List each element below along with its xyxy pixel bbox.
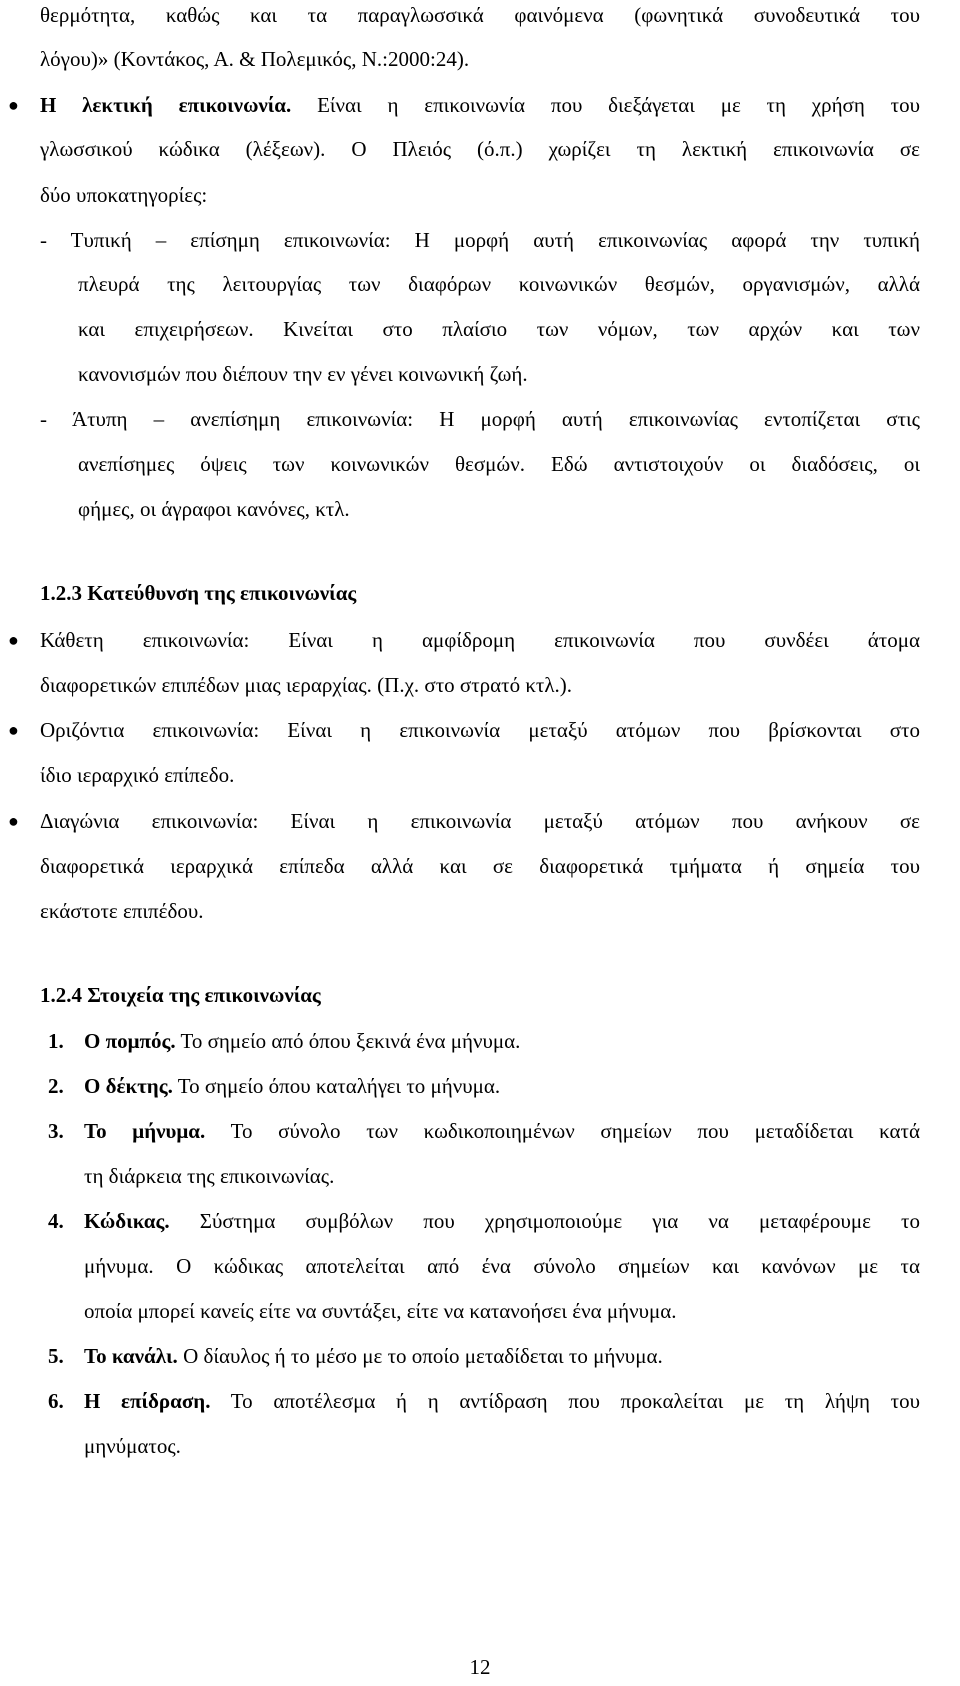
term-bold: Ο δέκτης.	[84, 1074, 173, 1098]
paragraph-line: κανονισμών που διέπουν την εν γένει κοινωνική ζωή.	[78, 362, 528, 386]
list-number: 4.	[48, 1209, 64, 1233]
list-item	[48, 1341, 920, 1371]
paragraph-line: τη διάρκεια της επικοινωνίας.	[84, 1164, 335, 1188]
paragraph-line: οποία μπορεί κανείς είτε να συντάξει, είτε να κατανοήσει ένα μήνυμα.	[84, 1299, 677, 1323]
line-text: Είναι η επικοινωνία που διεξάγεται με τη χρήση του	[291, 93, 920, 117]
list-item	[48, 1026, 920, 1056]
list-item	[48, 1206, 920, 1236]
page-number: 12	[469, 1655, 491, 1679]
paragraph-line: ίδιο ιεραρχικό επίπεδο.	[40, 763, 235, 787]
list-number: 2.	[48, 1074, 64, 1098]
paragraph-line: μηνύματος.	[84, 1434, 181, 1458]
line-text: Οριζόντια επικοινωνία: Είναι η επικοινωνία μεταξύ ατόμων που βρίσκονται στο	[40, 718, 920, 742]
term-bold: Ο πομπός.	[84, 1029, 176, 1053]
section-heading: 1.2.3 Κατεύθυνση της επικοινωνίας	[40, 581, 357, 605]
bullet-icon: ●	[8, 95, 19, 115]
list-item	[8, 625, 920, 655]
bullet-icon: ●	[8, 630, 19, 650]
list-item	[8, 806, 920, 836]
list-number: 3.	[48, 1119, 64, 1143]
paragraph-line: διαφορετικά ιεραρχικά επίπεδα αλλά και σε διαφορετικά τμήματα ή σημεία του	[40, 854, 920, 878]
paragraph-line: φήμες, οι άγραφοι κανόνες, κτλ.	[78, 497, 350, 521]
term-bold: Το μήνυμα.	[84, 1119, 206, 1143]
paragraph-line: πλευρά της λειτουργίας των διαφόρων κοινωνικών θεσμών, οργανισμών, αλλά	[78, 272, 920, 296]
dash-item-line: - Τυπική – επίσημη επικοινωνία: Η μορφή αυτή επικοινωνίας αφορά την τυπική	[40, 228, 920, 252]
term-bold: Η λεκτική επικοινωνία.	[40, 93, 292, 117]
line-text: Ο δίαυλος ή το μέσο με το οποίο μεταδίδεται το μήνυμα.	[177, 1344, 663, 1368]
paragraph-line: θερμότητα, καθώς και τα παραγλωσσικά φαινόμενα (φωνητικά συνοδευτικά του	[40, 3, 920, 27]
paragraph-line: δύο υποκατηγορίες:	[40, 183, 208, 207]
bullet-icon: ●	[8, 811, 19, 831]
line-text: Διαγώνια επικοινωνία: Είναι η επικοινωνία μεταξύ ατόμων που ανήκουν σε	[40, 809, 920, 833]
line-text: Το σημείο όπου καταλήγει το μήνυμα.	[172, 1074, 501, 1098]
paragraph-line: μήνυμα. Ο κώδικας αποτελείται από ένα σύνολο σημείων και κανόνων με τα	[84, 1254, 920, 1278]
paragraph-line: λόγου)» (Κοντάκος, Α. & Πολεμικός, Ν.:2000:24).	[40, 47, 470, 71]
bullet-icon: ●	[8, 720, 19, 740]
term-bold: Το κανάλι.	[84, 1344, 178, 1368]
term-bold: Η επίδραση.	[84, 1389, 211, 1413]
list-item	[48, 1386, 921, 1416]
list-item	[48, 1071, 920, 1101]
line-text: Το σημείο από όπου ξεκινά ένα μήνυμα.	[175, 1029, 521, 1053]
term-bold: Κώδικας.	[84, 1209, 170, 1233]
line-text: Το αποτέλεσμα ή η αντίδραση που προκαλείται με τη λήψη του	[210, 1389, 921, 1413]
paragraph-line: και επιχειρήσεων. Κινείται στο πλαίσιο των νόμων, των αρχών και των	[78, 317, 920, 341]
list-number: 5.	[48, 1344, 64, 1368]
paragraph-line: ανεπίσημες όψεις των κοινωνικών θεσμών. Εδώ αντιστοιχούν οι διαδόσεις, οι	[78, 452, 920, 476]
list-item	[8, 715, 920, 745]
line-text: Σύστημα συμβόλων που χρησιμοποιούμε για να μεταφέρουμε το	[169, 1209, 920, 1233]
dash-item-line: - Άτυπη – ανεπίσημη επικοινωνία: Η μορφή αυτή επικοινωνίας εντοπίζεται στις	[40, 407, 920, 431]
line-text: Κάθετη επικοινωνία: Είναι η αμφίδρομη επικοινωνία που συνδέει άτομα	[40, 628, 920, 652]
list-number: 6.	[48, 1389, 64, 1413]
verbal-bullet-line	[8, 90, 920, 120]
paragraph-line: εκάστοτε επιπέδου.	[40, 899, 204, 923]
section-heading: 1.2.4 Στοιχεία της επικοινωνίας	[40, 983, 321, 1007]
line-text: Το σύνολο των κωδικοποιημένων σημείων που μεταδίδεται κατά	[205, 1119, 920, 1143]
list-item	[48, 1116, 920, 1146]
paragraph-line: γλωσσικού κώδικα (λέξεων). Ο Πλειός (ό.π.) χωρίζει τη λεκτική επικοινωνία σε	[40, 137, 920, 161]
list-number: 1.	[48, 1029, 64, 1053]
paragraph-line: διαφορετικών επιπέδων μιας ιεραρχίας. (Π.χ. στο στρατό κτλ.).	[40, 673, 573, 697]
